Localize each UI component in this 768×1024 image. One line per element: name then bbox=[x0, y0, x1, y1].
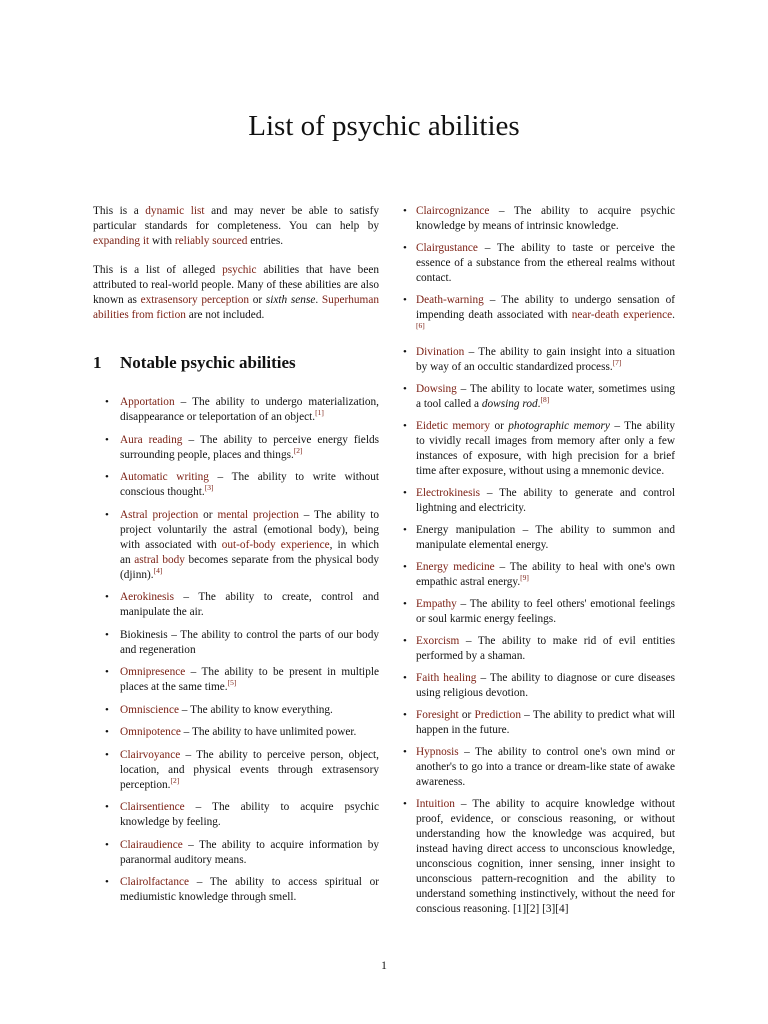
intro-text: This is a bbox=[93, 205, 146, 217]
ability-description: – The ability to acquire psychic knowledge by feeling. bbox=[120, 801, 379, 828]
ability-link[interactable]: Eidetic memory bbox=[416, 420, 491, 432]
extrasensory-perception-link[interactable]: extrasensory perception bbox=[140, 294, 250, 306]
intro-text: . bbox=[315, 294, 322, 306]
list-item bbox=[403, 708, 675, 738]
list-item bbox=[105, 800, 379, 830]
list-item bbox=[105, 470, 379, 500]
ability-link[interactable]: Energy medicine bbox=[416, 561, 495, 573]
ability-description: – The ability to perceive energy fields surrounding people, places and things. bbox=[120, 433, 379, 461]
citation-ref[interactable]: [6] bbox=[416, 321, 425, 331]
ability-description: – The ability to know everything. bbox=[178, 703, 333, 716]
list-item bbox=[105, 875, 379, 905]
list-item bbox=[403, 634, 675, 664]
ability-link[interactable]: Faith healing bbox=[416, 672, 477, 684]
list-item bbox=[403, 597, 675, 627]
list-item bbox=[105, 628, 379, 658]
ability-description: – The ability to heal with one's own empathic astral energy. bbox=[416, 561, 675, 588]
ability-description: – The ability to feel others' emotional feelings or soul karmic energy feelings. bbox=[416, 598, 675, 625]
ability-link[interactable]: Aura reading bbox=[120, 433, 183, 446]
citation-ref[interactable]: [9] bbox=[520, 573, 529, 583]
intro-paragraph-2 bbox=[93, 263, 379, 323]
list-item bbox=[403, 745, 675, 790]
ability-description: or bbox=[490, 420, 509, 432]
page-title: List of psychic abilities bbox=[248, 110, 520, 142]
ability-link[interactable]: Automatic writing bbox=[120, 471, 209, 483]
emphasis-text: photographic memory bbox=[508, 420, 610, 432]
ability-link[interactable]: Omnipotence bbox=[120, 726, 181, 738]
intro-text: are not included. bbox=[185, 309, 265, 321]
ability-link[interactable]: Clairgustance bbox=[416, 242, 478, 254]
ability-name: Biokinesis bbox=[120, 628, 168, 641]
list-item bbox=[105, 665, 379, 695]
citation-ref[interactable]: [7] bbox=[612, 358, 622, 368]
ability-link[interactable]: near-death experience bbox=[571, 309, 673, 321]
ability-link[interactable]: Intuition bbox=[416, 798, 455, 810]
citation-ref[interactable]: [3] bbox=[204, 483, 214, 493]
ability-link[interactable]: Clairsentience bbox=[120, 801, 185, 813]
ability-description: – The ability to diagnose or cure diseases using religious devotion. bbox=[416, 672, 675, 699]
ability-description: – The ability to summon and manipulate elemental energy. bbox=[416, 524, 675, 551]
left-column bbox=[93, 204, 379, 913]
citation-ref[interactable]: [2] bbox=[170, 775, 180, 785]
intro-text: with bbox=[149, 235, 175, 247]
ability-link[interactable]: Clairaudience bbox=[120, 838, 183, 851]
ability-name: Energy manipulation bbox=[416, 524, 516, 536]
ability-link[interactable]: Death-warning bbox=[416, 294, 484, 306]
citation-ref[interactable]: [2] bbox=[293, 445, 303, 455]
ability-link[interactable]: Aerokinesis bbox=[120, 591, 174, 603]
ability-description: . bbox=[537, 398, 541, 410]
list-item bbox=[403, 797, 675, 917]
ability-link[interactable]: Divination bbox=[416, 346, 465, 358]
psychic-link[interactable]: psychic bbox=[222, 264, 257, 276]
list-item bbox=[403, 204, 675, 234]
list-item bbox=[105, 395, 379, 425]
superhuman-abilities-link[interactable]: Superhuman abilities from fiction bbox=[93, 294, 379, 321]
ability-link[interactable]: Dowsing bbox=[416, 383, 457, 395]
list-item bbox=[105, 748, 379, 793]
ability-link[interactable]: Foresight bbox=[416, 709, 459, 721]
ability-description: – The ability to locate water, sometimes using a tool called a bbox=[416, 383, 675, 410]
citation-ref[interactable]: [4] bbox=[153, 565, 163, 575]
ability-link[interactable]: out-of-body experience bbox=[221, 538, 330, 551]
ability-description: – The ability to predict what will happen in the future. bbox=[416, 709, 676, 736]
ability-description: – The ability to have unlimited power. bbox=[180, 726, 357, 738]
sixth-sense-emphasis: sixth sense bbox=[265, 294, 316, 306]
right-column bbox=[403, 204, 675, 924]
list-item bbox=[403, 671, 675, 701]
ability-description: – The ability to undergo sensation of impending death associated with bbox=[416, 294, 675, 321]
ability-description: – The ability to write without conscious thought. bbox=[120, 471, 379, 498]
ability-description: or bbox=[198, 508, 218, 521]
ability-description: – The ability to undergo materialization, disappearance or teleportation of an object. bbox=[120, 396, 379, 423]
ability-description: – The ability to control one's own mind or another's to go into a trance or dream-like state of awake awareness. bbox=[416, 746, 675, 788]
section-heading bbox=[93, 353, 379, 373]
ability-description: – The ability to access spiritual or mediumistic knowledge through smell. bbox=[120, 876, 379, 903]
ability-description: . bbox=[672, 309, 675, 321]
intro-text: entries. bbox=[247, 235, 284, 247]
ability-description: – The ability to acquire information by paranormal auditory means. bbox=[120, 838, 379, 866]
list-item bbox=[105, 725, 379, 740]
ability-description: – The ability to project voluntarily the astral (emotional body), being with associated with bbox=[120, 508, 379, 551]
list-item bbox=[105, 703, 379, 718]
ability-link[interactable]: Exorcism bbox=[416, 635, 460, 647]
dynamic-list-link[interactable]: dynamic list bbox=[145, 205, 205, 217]
citation-ref[interactable]: [1] bbox=[315, 408, 324, 418]
list-item bbox=[403, 486, 675, 516]
abilities-list-right bbox=[403, 204, 675, 917]
list-item bbox=[105, 838, 379, 868]
ability-link[interactable]: Omnipresence bbox=[120, 666, 186, 678]
ability-description: – The ability to acquire psychic knowledge by means of intrinsic knowledge. bbox=[416, 205, 675, 232]
expanding-it-link[interactable]: expanding it bbox=[93, 235, 150, 247]
ability-description: – The ability to generate and control lightning and electricity. bbox=[416, 487, 675, 514]
ability-description: – The ability to perceive person, object, location, and physical events through extrasensory perception. bbox=[120, 748, 379, 791]
ability-link[interactable]: Clairolfactance bbox=[120, 876, 189, 888]
list-item bbox=[105, 590, 379, 620]
abilities-list-left bbox=[93, 395, 379, 905]
list-item bbox=[403, 382, 675, 412]
ability-link[interactable]: Empathy bbox=[416, 598, 457, 610]
section-title: Notable psychic abilities bbox=[120, 353, 296, 372]
intro-text: abilities that have been attributed to real-world people. Many of these abilities are also known as bbox=[93, 264, 379, 306]
list-item bbox=[403, 241, 675, 286]
ability-description: – The ability to acquire knowledge without proof, evidence, or conscious reasoning, or without understanding how the knowledge was acquired, but instead having direct access to unconscious knowledge, unconscious cognition, inner sensing, inner insight to unconscious pattern-recognition and the ability to understand something instinctively, without the need for conscious reasoning. [1][2] [3][4] bbox=[416, 798, 675, 915]
section-number: 1 bbox=[93, 353, 102, 372]
citation-ref[interactable]: [5] bbox=[227, 678, 237, 688]
ability-description: becomes separate from the physical body (djinn). bbox=[120, 553, 379, 581]
ability-description: – The ability to create, control and manipulate the air. bbox=[120, 591, 379, 618]
list-item bbox=[403, 419, 675, 479]
intro-text: This is a list of alleged bbox=[93, 264, 223, 276]
page-number: 1 bbox=[381, 960, 387, 972]
list-item bbox=[105, 433, 379, 463]
ability-description: – The ability to gain insight into a situation by way of an occultic standardized process. bbox=[416, 346, 675, 373]
ability-link[interactable]: Omniscience bbox=[120, 703, 179, 716]
list-item bbox=[403, 523, 675, 553]
ability-link[interactable]: Claircognizance bbox=[416, 205, 490, 217]
ability-link[interactable]: mental projection bbox=[217, 508, 299, 521]
ability-description: – The ability to control the parts of our body and regeneration bbox=[120, 628, 379, 656]
ability-description: – The ability to be present in multiple places at the same time. bbox=[120, 666, 379, 693]
list-item bbox=[403, 560, 675, 590]
ability-description: or bbox=[458, 709, 475, 721]
reliably-sourced-link[interactable]: reliably sourced bbox=[174, 235, 248, 247]
ability-link[interactable]: Hypnosis bbox=[416, 746, 459, 758]
ability-link[interactable]: Apportation bbox=[120, 396, 175, 408]
emphasis-text: dowsing rod bbox=[481, 398, 538, 410]
ability-link[interactable]: Astral projection bbox=[120, 508, 199, 521]
ability-description: – The ability to taste or perceive the essence of a substance from the ethereal realms without contact. bbox=[416, 242, 675, 284]
intro-text: and may never be able to satisfy particular standards for completeness. You can help by bbox=[93, 205, 379, 232]
list-item bbox=[403, 345, 675, 375]
list-item bbox=[403, 293, 675, 338]
ability-description: , in which an bbox=[120, 538, 379, 566]
ability-link[interactable]: Prediction bbox=[474, 709, 521, 721]
intro-text: or bbox=[249, 294, 266, 306]
ability-description: – The ability to make rid of evil entities performed by a shaman. bbox=[416, 635, 675, 662]
ability-link[interactable]: astral body bbox=[134, 553, 185, 566]
ability-link[interactable]: Electrokinesis bbox=[416, 487, 480, 499]
ability-link[interactable]: Clairvoyance bbox=[120, 748, 181, 761]
citation-ref[interactable]: [8] bbox=[540, 395, 550, 405]
intro-paragraph-1 bbox=[93, 204, 379, 249]
list-item bbox=[105, 508, 379, 583]
ability-description: – The ability to vividly recall images from memory after only a few instances of exposure, with high precision for a brief time after exposure, without using a mnemonic device. bbox=[416, 420, 676, 477]
